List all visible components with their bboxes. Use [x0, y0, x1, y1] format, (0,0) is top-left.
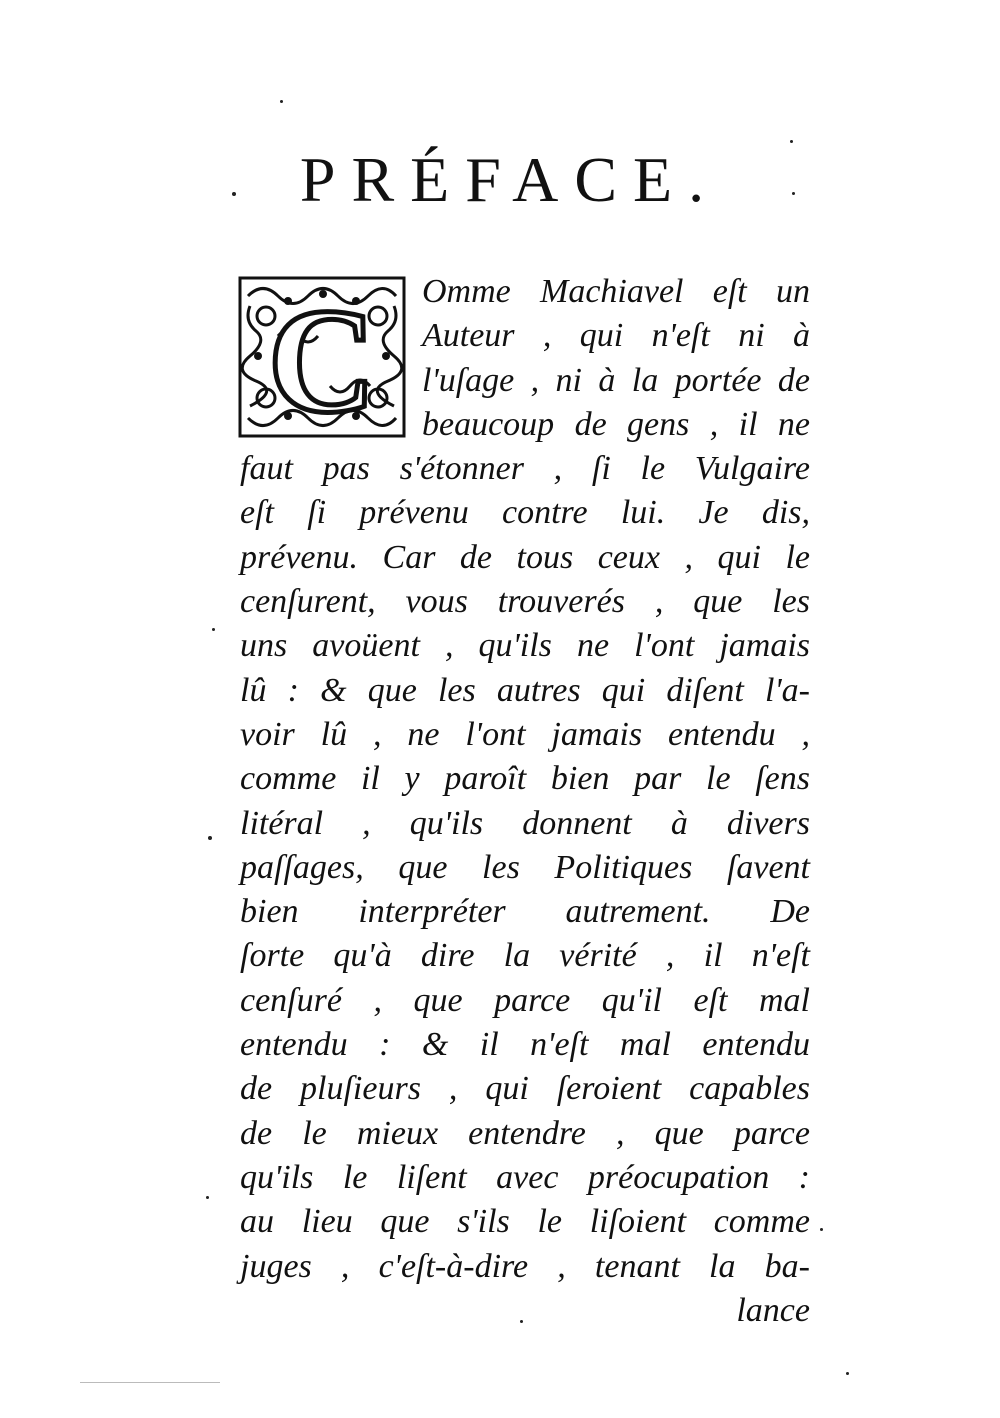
catchword: lance — [736, 1291, 810, 1329]
scan-speck — [790, 140, 793, 143]
text-line: cenſuré , que parce qu'il eſt mal — [240, 981, 810, 1019]
scan-speck — [208, 836, 212, 840]
text-line: entendu : & il n'eſt mal entendu — [240, 1026, 810, 1064]
text-line: faut pas s'étonner , ſi le Vulgaire — [240, 450, 810, 488]
text-line: juges , c'eſt-à-dire , tenant la ba- — [240, 1247, 810, 1285]
scan-speck — [846, 1372, 849, 1375]
text-line: voir lû , ne l'ont jamais entendu , — [240, 715, 810, 753]
scan-speck — [206, 1196, 209, 1199]
scan-speck — [520, 1320, 523, 1323]
text-line: eſt ſi prévenu contre lui. Je dis, — [240, 494, 810, 532]
text-line: qu'ils le liſent avec préocupation : — [240, 1158, 810, 1196]
text-line: l'uſage , ni à la portée de — [422, 361, 810, 399]
text-line: cenſurent, vous trouverés , que les — [240, 583, 810, 621]
scan-speck — [792, 192, 795, 195]
page-title: PRÉFACE. — [299, 144, 721, 215]
text-line: ſorte qu'à dire la vérité , il n'eſt — [240, 937, 810, 975]
scan-speck — [232, 192, 236, 196]
drop-cap-letter: C — [267, 278, 377, 438]
text-line: bien interpréter autrement. De — [240, 893, 810, 931]
scan-rule — [80, 1382, 220, 1383]
text-line: litéral , qu'ils donnent à divers — [240, 804, 810, 842]
preface-body — [240, 270, 810, 1333]
text-line: lû : & que les autres qui diſent l'a- — [240, 671, 810, 709]
text-line: de le mieux entendre , que parce — [240, 1114, 810, 1152]
text-line: Omme Machiavel eſt un — [422, 273, 810, 310]
text-line: au lieu que s'ils le liſoient comme — [240, 1203, 810, 1241]
text-line: paſſages, que les Politiques ſavent — [240, 848, 810, 886]
scan-speck — [280, 100, 283, 103]
text-line: comme il y paroît bien par le ſens — [240, 760, 810, 798]
scan-speck — [820, 1228, 823, 1231]
text-line: uns avoüent , qu'ils ne l'ont jamais — [240, 627, 810, 665]
text-line: Auteur , qui n'eſt ni à — [422, 317, 810, 355]
text-line: de pluſieurs , qui ſeroient capables — [240, 1070, 810, 1108]
scan-speck — [212, 628, 215, 631]
text-line: prévenu. Car de tous ceux , qui le — [240, 538, 810, 576]
text-line: beaucoup de gens , il ne — [422, 405, 810, 443]
